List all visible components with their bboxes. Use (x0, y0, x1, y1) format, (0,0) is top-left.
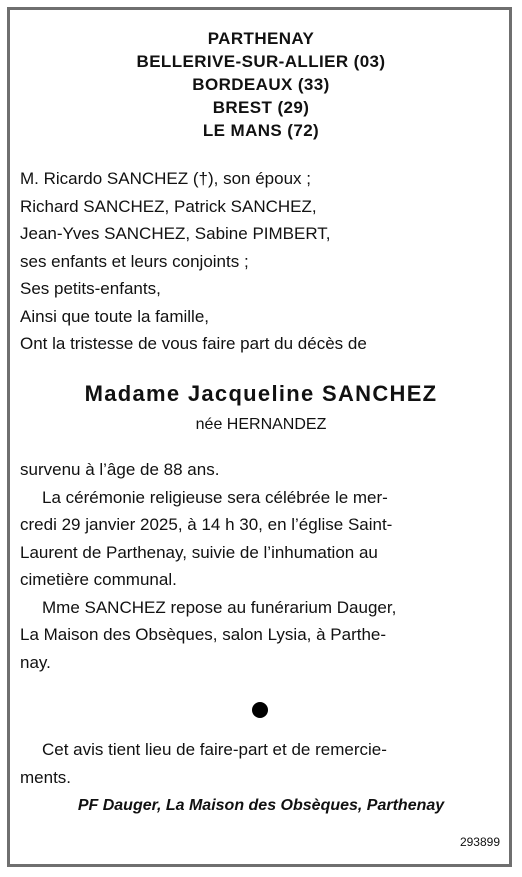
text-line: Jean-Yves SANCHEZ, Sabine PIMBERT, (20, 224, 331, 243)
maiden-name: née HERNANDEZ (195, 416, 327, 433)
text-line: La Maison des Obsèques, salon Lysia, à Parthe- (20, 625, 387, 644)
text-line: survenu à l’âge de 88 ans. (20, 460, 220, 479)
text-line: La cérémonie religieuse sera célébrée le mer- (42, 487, 388, 507)
text-line: cimetière communal. (20, 570, 177, 589)
deceased-name: Madame Jacqueline SANCHEZ (84, 381, 438, 406)
text-line: ments. (20, 767, 72, 787)
text-line: M. Ricardo SANCHEZ (†), son époux ; (20, 169, 311, 188)
text-line: Ainsi que toute la famille, (20, 306, 209, 326)
reference-number: 293899 (459, 835, 500, 849)
location-line: BREST (29) (212, 98, 310, 117)
location-line: BORDEAUX (33) (192, 75, 330, 94)
location-line: PARTHENAY (207, 29, 315, 48)
location-line: BELLERIVE-SUR-ALLIER (03) (136, 52, 386, 71)
funeral-home-signature: PF Dauger, La Maison des Obsèques, Parthenay (77, 797, 445, 814)
location-header (0, 27, 522, 142)
text-line: Ses petits-enfants, (20, 279, 161, 298)
text-line: Ont la tristesse de vous faire part du décès de (20, 334, 367, 353)
family-announcement (20, 165, 496, 358)
bullet-separator (252, 702, 268, 718)
text-line: Cet avis tient lieu de faire-part et de remercie- (42, 740, 387, 759)
text-line: ses enfants et leurs conjoints ; (20, 251, 249, 271)
ceremony-details (20, 456, 496, 676)
text-line: Laurent de Parthenay, suivie de l’inhumation au (20, 542, 378, 562)
text-line: credi 29 janvier 2025, à 14 h 30, en l’église Saint- (20, 515, 393, 534)
closing-note (20, 736, 496, 791)
location-line: LE MANS (72) (202, 121, 320, 140)
text-line: Richard SANCHEZ, Patrick SANCHEZ, (20, 196, 317, 216)
text-line: nay. (20, 652, 51, 672)
text-line: Mme SANCHEZ repose au funérarium Dauger, (42, 597, 397, 617)
